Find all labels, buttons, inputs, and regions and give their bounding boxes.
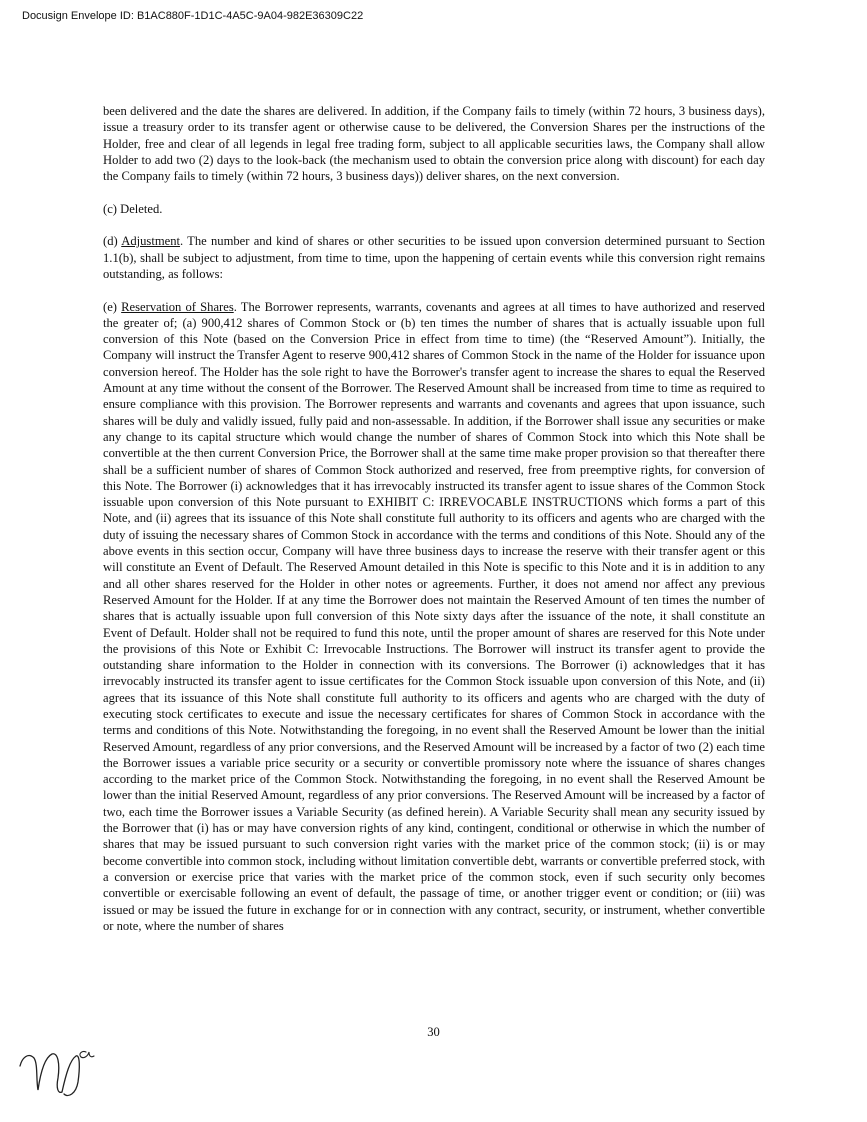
paragraph-d-prefix: (d) — [103, 234, 122, 249]
adjustment-heading: Adjustment — [121, 234, 181, 249]
handwritten-initials — [14, 1034, 114, 1104]
docusign-envelope-id: Docusign Envelope ID: B1AC880F-1D1C-4A5C-9A04-982E36309C22 — [22, 10, 364, 22]
paragraph-e-text: . The Borrower represents, warrants, covenants and agrees at all times to have authorized and reserved the greater of; (a) 900,412 shares of Common Stock or (b) ten times the number of shares that is actually issuable upon full conversion of this Note (based on the Conversion Price in effect from time to time) (the “Reserved Amount”). Initially, the Company will instruct the Transfer Agent to reserve 900,412 shares of Common Stock in the name of the Holder for issuance upon conversion hereof. The Holder has the sole right to have the Borrower's transfer agent to increase the shares to equal the Reserved Amount at any time without the consent of the Borrower. The Reserved Amount shall be increased from time to time as required to ensure compliance with this provision. The Borrower represents and warrants and covenants and agrees that upon issuance, such shares will be duly and validly issued, fully paid and non-assessable. In addition, if the Borrower shall issue any securities or make any change to its capital structure which would change the number of shares of Common Stock into which this Note shall be convertible at the then current Conversion Price, the Borrower shall at the same time make proper provision so that thereafter there shall be a sufficient number of shares of Common Stock authorized and reserved, free from preemptive rights, for conversion of this Note. The Borrower (i) acknowledges that it has irrevocably instructed its transfer agent to issue shares of the Common Stock issuable upon conversion of this Note pursuant to EXHIBIT C: IRREVOCABLE INSTRUCTIONS which forms a part of this Note, and (ii) agrees that its issuance of this Note shall constitute full authority to its officers and agents who are charged with the duty of issuing the necessary shares of Common Stock in accordance with the terms and conditions of this Note. Should any of the above events in this section occur, Company will have three business days to increase the reserve with their transfer agent or this will constitute an Event of Default. The Reserved Amount detailed in this Note is specific to this Note and it is in addition to any and all other shares reserved for the Holder in other notes or agreements. Further, it does not amend nor affect any previous Reserved Amount for the Holder. If at any time the Borrower does not maintain the Reserved Amount of ten times the number of shares that is actually issuable upon full conversion of this Note sixty days after the issuance of the note, it shall constitute an Event of Default. Holder shall not be required to fund this note, until the proper amount of shares are reserved for this Note under the provisions of this Note or Exhibit C: Irrevocable Instructions. The Borrower will instruct its transfer agent to provide the outstanding share information to the Holder in connection with its conversions. The Borrower (i) acknowledges that it has irrevocably instructed its transfer agent to issue certificates for the Common Stock issuable upon conversion of this Note, and (ii) agrees that its issuance of this Note shall constitute full authority to its officers and agents who are charged with the duty of executing stock certificates to execute and issue the necessary certificates for shares of Common Stock in accordance with the terms and conditions of this Note. Notwithstanding the foregoing, in no event shall the Reserved Amount be lower than the initial Reserved Amount, regardless of any prior conversions, and the Reserved Amount will be increased by a factor of two (2) each time the Borrower issues a variable price security or a security or convertible promissory note where the issuance of shares changes according to the market price of the Common Stock. Notwithstanding the foregoing, in no event shall the Reserved Amount be lower than the initial Reserved Amount, regardless of any prior conversions. The Reserved Amount will be increased by a factor of two, each time the Borrower issues a Variable Security (as defined herein). A Variable Security shall mean any security issued by the Borrower that (i) has or may have conversion rights of any kind, contingent, conditional or otherwise in which the number of shares that may be issued pursuant to such conversion right varies with the market price of the common stock; (ii) is or may become convertible into common stock, including without limitation convertible debt, warrants or convertible preferred stock, with a conversion or exercise price that varies with the market price of the common stock, even if such security only becomes convertible or exercisable following an event of default, the passage of time, or another trigger event or condition; or (iii) was issued or may be issued the future in exchange for or in connection with any contract, security, or instrument, whether convertible or note, where the number of shares — [103, 299, 765, 933]
paragraph-d-adjustment — [103, 233, 765, 282]
paragraph-d-text: . The number and kind of shares or other securities to be issued upon conversion determined pursuant to Section 1.1(b), shall be subject to adjustment, from time to time, upon the happening of certain events while this conversion right remains outstanding, as follows: — [103, 234, 765, 281]
reservation-heading: Reservation of Shares — [121, 299, 234, 314]
paragraph-c-deleted: (c) Deleted. — [103, 201, 163, 216]
paragraph-e-prefix: (e) — [103, 299, 122, 314]
paragraph-e-reservation — [103, 299, 765, 935]
document-body — [103, 103, 765, 950]
page-number: 30 — [427, 1025, 440, 1039]
paragraph-conversion-delivery: been delivered and the date the shares are delivered. In addition, if the Company fails to timely (within 72 hours, 3 business days), issue a treasury order to its transfer agent or otherwise cause to be delivered, the Conversion Shares per the instructions of the Holder, free and clear of all legends in legal free trading form, subject to all applicable securities laws, the Company shall allow Holder to add two (2) days to the look-back (the mechanism used to obtain the conversion price along with discount) for each day the Company fails to timely (within 72 hours, 3 business days)) deliver shares, on the next conversion. — [103, 104, 765, 184]
